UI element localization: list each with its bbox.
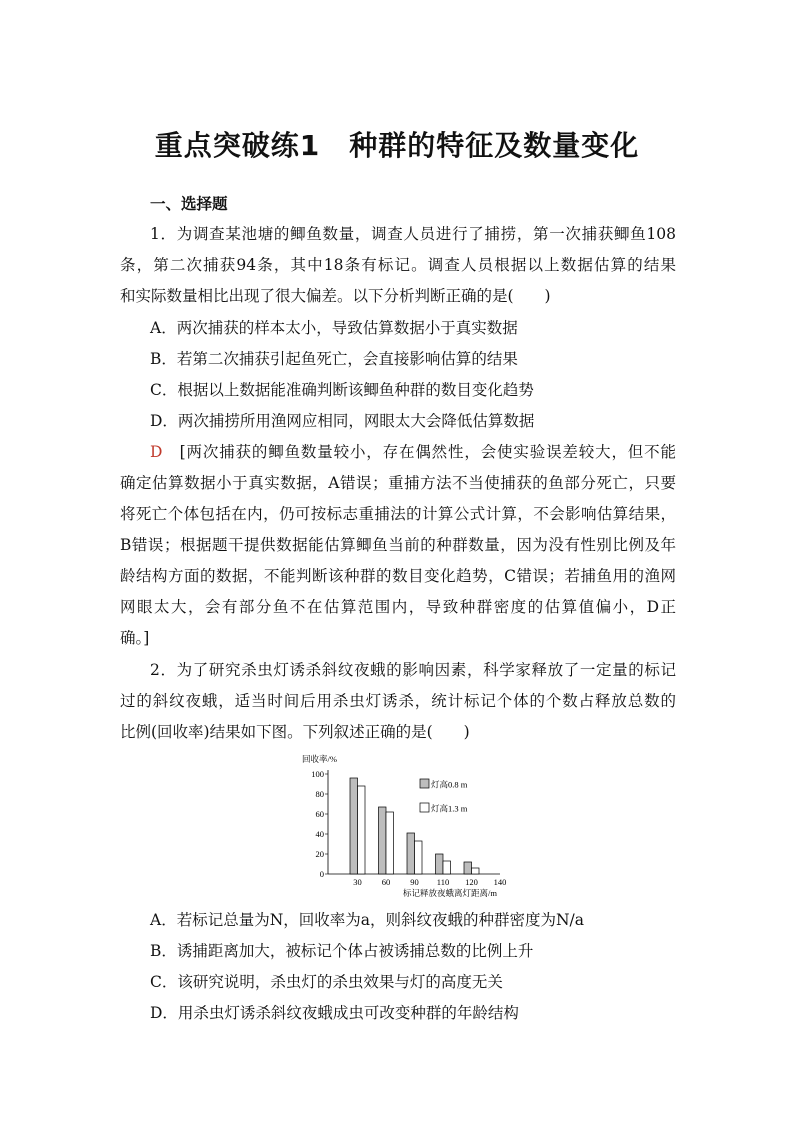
y-tick-label: 80 [315,789,324,799]
x-tick-label: 90 [410,877,419,887]
q2-stem-line: 比例(回收率)结果如下图。下列叙述正确的是( ) [120,723,470,741]
q2-option-a: A．若标记总量为N，回收率为a，则斜纹夜蛾的种群密度为N/a [150,911,585,929]
section-heading: 一、选择题 [150,194,228,213]
page-title: 重点突破练1 种群的特征及数量变化 [154,129,640,162]
q1-explanation-text: [两次捕获的鲫鱼数量较小，存在偶然性，会使实验误差较大，但不能 [179,443,676,461]
q1-explanation-line: 将死亡个体包括在内，仍可按标志重捕法的计算公式计算，不会影响估算结果， [120,505,676,523]
q1-stem-line: 条，第二次捕获94条，其中18条有标记。调查人员根据以上数据估算的结果 [120,256,676,274]
q1-stem-line: 和实际数量相比出现了很大偏差。以下分析判断正确的是( ) [120,287,551,305]
q1-explanation-line: 确。] [120,629,150,647]
q2-option-d: D．用杀虫灯诱杀斜纹夜蛾成虫可改变种群的年龄结构 [150,1004,519,1022]
q2-option-b: B．诱捕距离加大，被标记个体占被诱捕总数的比例上升 [150,942,534,960]
bar [379,807,387,874]
y-axis-title: 回收率/% [302,754,337,764]
q1-option-a: A．两次捕获的样本太小，导致估算数据小于真实数据 [150,319,518,337]
q2-stem-line: 过的斜纹夜蛾，适当时间后用杀虫灯诱杀，统计标记个体的个数占释放总数的 [120,692,676,710]
q1-explanation-line: 网眼太大，会有部分鱼不在估算范围内，导致种群密度的估算值偏小，D正 [120,598,676,616]
bar [436,854,444,874]
bar [464,862,472,874]
q1-explanation-line: 确定估算数据小于真实数据，A错误；重捕方法不当使捕获的鱼部分死亡，只要 [120,474,676,492]
legend-swatch [420,779,429,788]
legend-label: 灯高0.8 m [431,779,468,790]
y-tick-label: 0 [319,869,324,879]
x-tick-label: 120 [465,877,478,887]
y-tick-label: 20 [315,849,324,859]
x-tick-label: 30 [353,877,362,887]
bar [407,833,415,874]
q1-option-d: D．两次捕捞所用渔网应相同，网眼太大会降低估算数据 [150,412,535,430]
q1-explanation-line: 龄结构方面的数据，不能判断该种群的数目变化趋势，C错误；若捕鱼用的渔网 [120,567,676,585]
q2-stem-line: 2．为了研究杀虫灯诱杀斜纹夜蛾的影响因素，科学家释放了一定量的标记 [150,661,676,679]
q1-option-c: C．根据以上数据能准确判断该鲫鱼种群的数目变化趋势 [150,381,534,399]
x-axis-title: 标记释放夜蛾离灯距离/m [403,888,497,898]
bar [350,778,358,874]
q1-answer: D [150,443,163,461]
q1-explanation-line: B错误；根据题干提供数据能估算鲫鱼当前的种群数量，因为没有性别比例及年 [120,536,676,554]
y-tick-label: 60 [315,809,324,819]
y-tick-label: 40 [315,829,324,839]
x-tick-label: 60 [381,877,391,887]
x-tick-label: 110 [436,877,450,887]
legend-swatch [420,803,429,812]
bar [386,812,394,874]
bar [443,861,451,874]
q1-explanation-line [120,442,676,462]
bar [472,868,480,874]
bar [415,841,423,874]
y-tick-label: 100 [311,769,324,779]
x-tick-label: 140 [493,877,507,887]
q1-stem-line: 1．为调查某池塘的鲫鱼数量，调查人员进行了捕捞，第一次捕获鲫鱼108 [150,225,676,243]
legend-label: 灯高1.3 m [431,803,468,814]
q1-option-b: B．若第二次捕获引起鱼死亡，会直接影响估算的结果 [150,350,518,368]
bar [358,786,366,874]
recovery-rate-bar-chart [300,752,530,900]
q2-option-c: C．该研究说明，杀虫灯的杀虫效果与灯的高度无关 [150,973,503,991]
